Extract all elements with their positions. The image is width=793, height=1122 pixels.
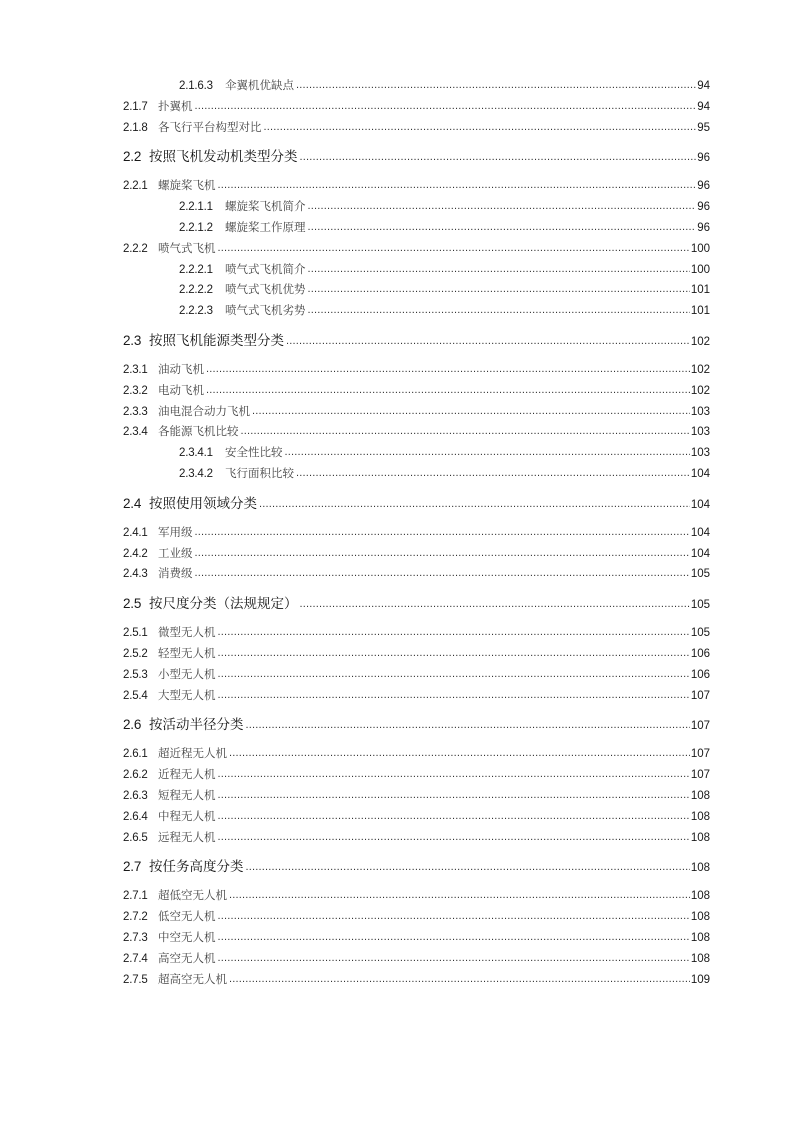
toc-entry-title: 按任务高度分类 <box>149 859 244 875</box>
toc-page-number: 108 <box>690 911 710 924</box>
toc-page-number: 100 <box>690 242 710 255</box>
dot-leader <box>195 563 690 584</box>
toc-entry[interactable] <box>123 907 710 928</box>
toc-page-number: 107 <box>690 748 710 761</box>
toc-entry-title: 扑翼机 <box>158 100 193 113</box>
toc-entry[interactable] <box>123 118 710 139</box>
toc-entry-title: 按照飞机能源类型分类 <box>149 332 284 348</box>
toc-page-number: 102 <box>690 384 710 397</box>
dot-leader <box>218 906 690 927</box>
dot-leader <box>252 401 690 422</box>
dot-leader <box>241 421 690 442</box>
toc-entry-title: 轻型无人机 <box>158 647 216 660</box>
toc-entry[interactable] <box>123 360 710 381</box>
toc-page-number: 105 <box>690 627 710 640</box>
toc-entry-title: 伞翼机优缺点 <box>225 80 294 92</box>
toc-entry-number: 2.5.3 <box>123 668 148 681</box>
toc-entry-title: 按活动半径分类 <box>149 717 244 733</box>
toc-page-number: 108 <box>690 862 710 875</box>
toc-entry-title: 喷气式飞机劣势 <box>225 305 306 318</box>
toc-entry-number: 2.2.2 <box>123 242 148 255</box>
toc-entry-number: 2.3.4 <box>123 426 148 439</box>
dot-leader <box>259 492 690 515</box>
dot-leader <box>285 442 690 463</box>
toc-entry-number: 2.5.2 <box>123 647 148 660</box>
toc-entry-number: 2.6.4 <box>123 810 148 823</box>
toc-entry-title: 超高空无人机 <box>158 973 227 986</box>
toc-page-number: 105 <box>690 599 710 612</box>
toc-page-number: 95 <box>697 121 710 134</box>
toc-entry-title: 喷气式飞机优势 <box>225 284 306 297</box>
toc-entry-title: 中空无人机 <box>158 931 216 944</box>
toc-entry-number: 2.5 <box>123 596 142 612</box>
toc-page-number: 107 <box>690 689 710 702</box>
dot-leader <box>218 785 690 806</box>
toc-entry-number: 2.2 <box>123 149 142 165</box>
toc-entry-title: 油动飞机 <box>158 363 204 376</box>
toc-page-number: 108 <box>690 789 710 802</box>
dot-leader <box>246 855 690 878</box>
toc-entry[interactable] <box>123 623 710 644</box>
table-of-contents <box>123 76 710 990</box>
toc-entry-title: 远程无人机 <box>158 831 216 844</box>
dot-leader <box>264 117 697 138</box>
dot-leader <box>218 175 697 196</box>
dot-leader <box>300 592 690 615</box>
toc-subentry[interactable] <box>123 76 710 97</box>
toc-page-number: 103 <box>690 447 710 460</box>
dot-leader <box>308 217 697 238</box>
toc-entry-number: 2.4 <box>123 495 142 511</box>
toc-entry[interactable] <box>123 239 710 260</box>
dot-leader <box>218 238 690 259</box>
dot-leader <box>300 145 697 168</box>
toc-entry[interactable] <box>123 544 710 565</box>
toc-page-number: 96 <box>697 152 710 165</box>
toc-entry-title: 按尺度分类（法规规定） <box>149 596 298 612</box>
toc-entry[interactable] <box>123 886 710 907</box>
toc-entry[interactable] <box>123 970 710 991</box>
toc-entry[interactable] <box>123 176 710 197</box>
toc-page-number: 102 <box>690 335 710 348</box>
dot-leader <box>229 743 690 764</box>
toc-entry-title: 军用级 <box>158 526 193 539</box>
toc-entry-number: 2.7.5 <box>123 973 148 986</box>
toc-subentry[interactable] <box>123 197 710 218</box>
toc-entry-title: 短程无人机 <box>158 789 216 802</box>
toc-page-number: 102 <box>690 363 710 376</box>
toc-page-number: 103 <box>690 405 710 418</box>
toc-entry[interactable] <box>123 786 710 807</box>
toc-entry-number: 2.6.1 <box>123 748 148 761</box>
toc-entry[interactable] <box>123 828 710 849</box>
toc-entry-number: 2.2.2.1 <box>179 263 213 276</box>
toc-entry-number: 2.2.1.1 <box>179 201 213 214</box>
toc-entry-number: 2.5.1 <box>123 627 148 640</box>
toc-entry-number: 2.7.3 <box>123 931 148 944</box>
toc-entry-number: 2.2.1.2 <box>179 221 213 234</box>
toc-entry-title: 微型无人机 <box>158 627 216 640</box>
toc-page-number: 108 <box>690 810 710 823</box>
toc-page-number: 101 <box>690 284 710 297</box>
dot-leader <box>195 543 690 564</box>
toc-entry[interactable] <box>123 381 710 402</box>
dot-leader <box>308 279 690 300</box>
toc-entry-number: 2.4.3 <box>123 568 148 581</box>
dot-leader <box>206 380 690 401</box>
toc-entry-title: 超近程无人机 <box>158 748 227 761</box>
toc-entry-number: 2.1.6.3 <box>179 80 213 92</box>
toc-entry-number: 2.3.1 <box>123 363 148 376</box>
toc-entry-title: 按照飞机发动机类型分类 <box>149 149 298 165</box>
dot-leader <box>218 664 690 685</box>
toc-entry-title: 安全性比较 <box>225 447 283 460</box>
toc-entry-number: 2.2.2.3 <box>179 305 213 318</box>
toc-entry-title: 油电混合动力飞机 <box>158 405 250 418</box>
toc-entry-number: 2.3.2 <box>123 384 148 397</box>
toc-section-heading[interactable] <box>123 856 710 878</box>
dot-leader <box>218 827 690 848</box>
toc-page-number: 100 <box>690 263 710 276</box>
toc-page-number: 104 <box>690 526 710 539</box>
toc-page-number: 106 <box>690 668 710 681</box>
toc-page-number: 101 <box>690 305 710 318</box>
toc-entry[interactable] <box>123 949 710 970</box>
toc-section-heading[interactable] <box>123 493 710 515</box>
toc-entry-number: 2.6.2 <box>123 769 148 782</box>
toc-entry-title: 喷气式飞机简介 <box>225 263 306 276</box>
dot-leader <box>218 927 690 948</box>
toc-entry-title: 工业级 <box>158 547 193 560</box>
toc-entry-title: 超低空无人机 <box>158 890 227 903</box>
toc-entry-title: 螺旋桨工作原理 <box>225 221 306 234</box>
toc-entry-number: 2.1.7 <box>123 100 148 113</box>
toc-entry[interactable] <box>123 402 710 423</box>
dot-leader <box>296 75 696 96</box>
toc-page-number: 104 <box>690 498 710 511</box>
toc-entry[interactable] <box>123 744 710 765</box>
toc-entry[interactable] <box>123 928 710 949</box>
toc-page-number: 96 <box>697 180 710 193</box>
toc-subentry[interactable] <box>123 464 710 485</box>
toc-entry-number: 2.1.8 <box>123 121 148 134</box>
toc-page-number: 106 <box>690 647 710 660</box>
toc-entry-title: 大型无人机 <box>158 689 216 702</box>
toc-entry-title: 螺旋桨飞机 <box>158 180 216 193</box>
toc-entry-number: 2.4.2 <box>123 547 148 560</box>
toc-page-number: 108 <box>690 931 710 944</box>
dot-leader <box>218 643 690 664</box>
toc-entry-title: 小型无人机 <box>158 668 216 681</box>
toc-page-number: 103 <box>690 426 710 439</box>
dot-leader <box>218 685 690 706</box>
toc-page-number: 108 <box>690 831 710 844</box>
toc-page-number: 107 <box>690 769 710 782</box>
toc-page-number: 109 <box>690 973 710 986</box>
toc-entry-title: 近程无人机 <box>158 769 216 782</box>
dot-leader <box>218 764 690 785</box>
dot-leader <box>206 359 690 380</box>
toc-entry-title: 高空无人机 <box>158 952 216 965</box>
dot-leader <box>218 622 690 643</box>
toc-entry-title: 低空无人机 <box>158 911 216 924</box>
toc-entry-number: 2.3.4.2 <box>179 467 213 480</box>
toc-entry-number: 2.3 <box>123 332 142 348</box>
toc-section-heading[interactable] <box>123 714 710 736</box>
toc-entry[interactable] <box>123 97 710 118</box>
toc-entry[interactable] <box>123 686 710 707</box>
dot-leader <box>218 948 690 969</box>
toc-entry-title: 中程无人机 <box>158 810 216 823</box>
toc-subentry[interactable] <box>123 443 710 464</box>
dot-leader <box>218 806 690 827</box>
toc-entry-title: 喷气式飞机 <box>158 242 216 255</box>
toc-entry-number: 2.7.2 <box>123 911 148 924</box>
toc-page-number: 105 <box>690 568 710 581</box>
toc-entry-number: 2.4.1 <box>123 526 148 539</box>
dot-leader <box>229 885 690 906</box>
dot-leader <box>195 96 697 117</box>
toc-entry-number: 2.3.3 <box>123 405 148 418</box>
toc-page-number: 104 <box>690 547 710 560</box>
toc-subentry[interactable] <box>123 218 710 239</box>
toc-section-heading[interactable] <box>123 593 710 615</box>
toc-entry[interactable] <box>123 765 710 786</box>
toc-page-number: 107 <box>690 720 710 733</box>
toc-entry-number: 2.7 <box>123 859 142 875</box>
toc-entry-title: 各飞行平台构型对比 <box>158 121 262 134</box>
toc-entry-number: 2.2.2.2 <box>179 284 213 297</box>
toc-entry-number: 2.6 <box>123 717 142 733</box>
dot-leader <box>229 969 690 990</box>
toc-entry[interactable] <box>123 564 710 585</box>
toc-subentry[interactable] <box>123 260 710 281</box>
toc-entry-number: 2.5.4 <box>123 689 148 702</box>
toc-page-number: 96 <box>697 201 710 214</box>
toc-page-number: 108 <box>690 890 710 903</box>
toc-entry[interactable] <box>123 422 710 443</box>
toc-page-number: 96 <box>697 221 710 234</box>
toc-page-number: 94 <box>697 80 710 92</box>
dot-leader <box>308 259 690 280</box>
dot-leader <box>246 713 690 736</box>
toc-entry-title: 各能源飞机比较 <box>158 426 239 439</box>
toc-entry-number: 2.2.1 <box>123 180 148 193</box>
toc-entry[interactable] <box>123 644 710 665</box>
toc-entry-title: 飞行面积比较 <box>225 467 294 480</box>
toc-entry-number: 2.7.1 <box>123 890 148 903</box>
toc-entry-number: 2.6.5 <box>123 831 148 844</box>
toc-entry[interactable] <box>123 807 710 828</box>
toc-entry-number: 2.3.4.1 <box>179 447 213 460</box>
dot-leader <box>286 329 690 352</box>
toc-section-heading[interactable] <box>123 146 710 168</box>
toc-entry-title: 消费级 <box>158 568 193 581</box>
toc-page-number: 94 <box>697 100 710 113</box>
toc-entry-number: 2.6.3 <box>123 789 148 802</box>
toc-entry-title: 按照使用领域分类 <box>149 495 257 511</box>
dot-leader <box>308 300 690 321</box>
toc-section-heading[interactable] <box>123 330 710 352</box>
toc-entry-title: 电动飞机 <box>158 384 204 397</box>
toc-subentry[interactable] <box>123 301 710 322</box>
toc-page-number: 104 <box>690 467 710 480</box>
dot-leader <box>296 463 690 484</box>
toc-page-number: 108 <box>690 952 710 965</box>
dot-leader <box>308 196 697 217</box>
toc-entry-number: 2.7.4 <box>123 952 148 965</box>
toc-entry-title: 螺旋桨飞机简介 <box>225 201 306 214</box>
toc-entry[interactable] <box>123 665 710 686</box>
toc-subentry[interactable] <box>123 280 710 301</box>
toc-entry[interactable] <box>123 523 710 544</box>
dot-leader <box>195 522 690 543</box>
